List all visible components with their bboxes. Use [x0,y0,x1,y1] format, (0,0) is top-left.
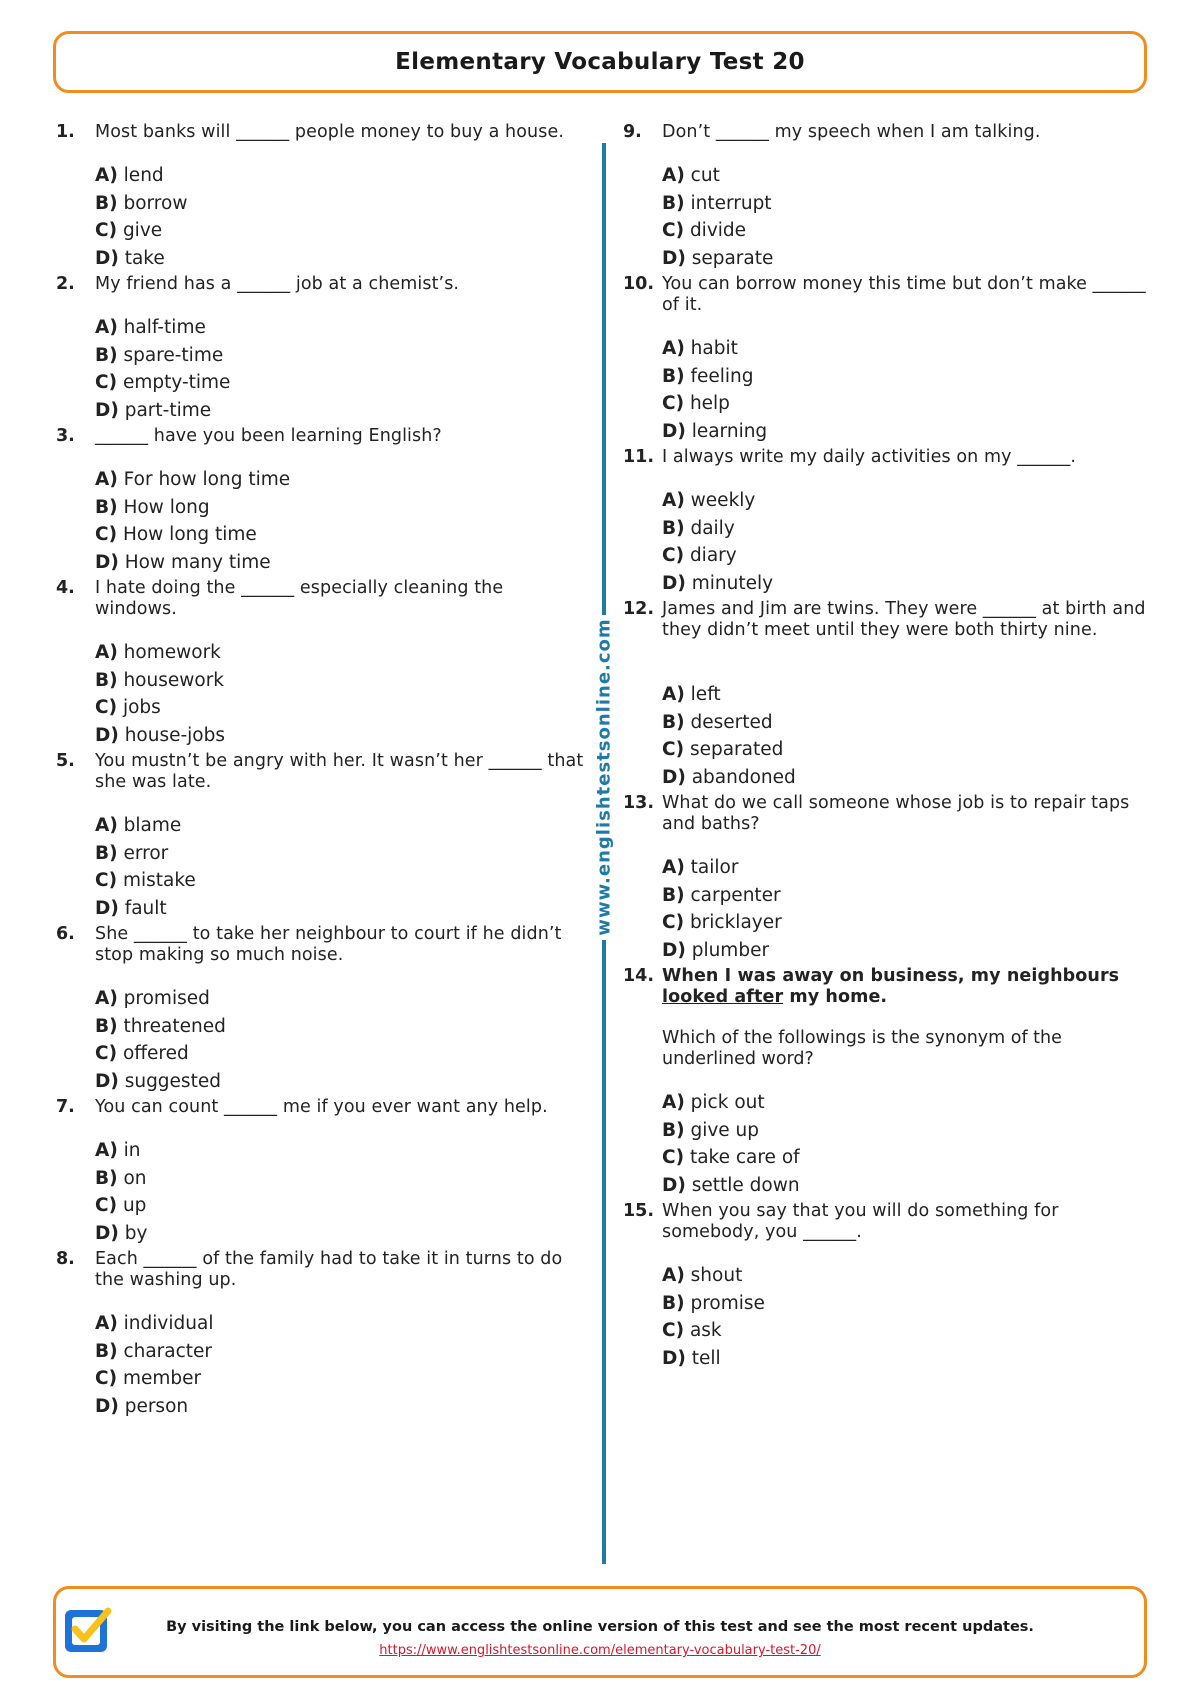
option-text: divide [689,220,747,241]
options-list [662,681,1153,791]
options-list [662,487,1153,597]
option-letter: A) [662,1265,685,1286]
question-stem: You mustn’t be angry with her. It wasn’t her ______ that she was late. [95,751,584,792]
question-9 [623,122,1153,272]
stem-part: my home. [783,987,888,1007]
option-text: half-time [123,317,206,338]
question-stem: I always write my daily activities on my ______. [662,447,1077,467]
option-a[interactable] [95,812,586,840]
option-a[interactable] [95,1310,586,1338]
option-letter: B) [662,1119,685,1141]
question-1 [56,122,586,272]
options-list [662,1262,1153,1372]
option-c[interactable] [95,521,586,549]
option-d[interactable] [95,895,586,923]
option-letter: C) [662,393,685,414]
question-number: 10. [623,274,655,294]
option-letter: D) [662,247,686,269]
question-4 [56,578,586,749]
option-letter: A) [95,642,118,663]
option-b[interactable] [662,190,1153,218]
question-number: 9. [623,122,642,142]
question-stem: Don’t ______ my speech when I am talking. [662,122,1041,142]
options-list [95,639,586,749]
option-text: feeling [690,365,754,387]
option-b[interactable] [95,190,586,218]
question-stem: Each ______ of the family had to take it in turns to do the washing up. [95,1249,563,1290]
question-number: 12. [623,599,655,619]
site-watermark: www.englishtestsonline.com [593,618,615,936]
column-divider-bottom [602,940,606,1564]
option-a[interactable] [95,1137,586,1165]
option-letter: C) [95,1195,118,1216]
question-stem: What do we call someone whose job is to repair taps and baths? [662,793,1130,834]
page-title: Elementary Vocabulary Test 20 [395,49,805,75]
option-c[interactable] [95,369,586,397]
question-stem: My friend has a ______ job at a chemist’s. [95,274,460,294]
option-d[interactable] [95,397,586,425]
option-text: habit [690,338,738,359]
question-subprompt: Which of the followings is the synonym of the underlined word? [662,1028,1062,1069]
question-8 [56,1249,586,1420]
option-letter: D) [662,420,686,442]
option-letter: B) [95,1015,118,1037]
option-letter: A) [95,1313,118,1334]
option-c[interactable] [662,542,1153,570]
option-text: How long time [122,524,257,545]
option-b[interactable] [95,1013,586,1041]
option-letter: D) [662,1347,686,1369]
left-column [56,122,586,1420]
option-text: spare-time [123,344,224,366]
option-text: in [123,1140,141,1161]
option-text: jobs [122,697,161,718]
option-text: separate [691,247,774,269]
option-text: character [123,1340,213,1362]
option-a[interactable] [95,985,586,1013]
option-text: abandoned [691,766,796,788]
option-a[interactable] [662,335,1153,363]
question-11 [623,447,1153,597]
option-text: plumber [691,939,770,961]
option-letter: A) [662,338,685,359]
option-d[interactable] [95,245,586,273]
option-letter: A) [95,1140,118,1161]
option-letter: D) [95,1070,119,1092]
option-text: homework [123,642,221,663]
option-letter: B) [662,884,685,906]
question-stem: When you say that you will do something for somebody, you ______. [662,1201,1059,1242]
option-letter: D) [95,724,119,746]
option-b[interactable] [95,494,586,522]
question-stem: I hate doing the ______ especially cleaning the windows. [95,578,504,619]
option-text: give up [690,1119,760,1141]
online-test-link[interactable]: https://www.englishtestsonline.com/elementary-vocabulary-test-20/ [379,1643,821,1658]
option-b[interactable] [95,342,586,370]
question-7 [56,1097,586,1247]
option-d[interactable] [95,1393,586,1421]
question-stem: She ______ to take her neighbour to court if he didn’t stop making so much noise. [95,924,562,965]
option-d[interactable] [662,1345,1153,1373]
option-text: tailor [690,857,739,878]
option-letter: C) [95,220,118,241]
question-6 [56,924,586,1095]
options-list [95,466,586,576]
option-letter: B) [662,365,685,387]
option-text: error [123,842,169,864]
question-number: 15. [623,1201,655,1221]
question-5 [56,751,586,922]
option-letter: D) [95,399,119,421]
option-c[interactable] [95,694,586,722]
option-b[interactable] [662,1290,1153,1318]
option-letter: C) [662,1320,685,1341]
option-text: part-time [124,399,212,421]
option-letter: D) [95,1222,119,1244]
option-text: help [689,393,730,414]
option-letter: C) [662,912,685,933]
option-a[interactable] [662,162,1153,190]
option-letter: A) [95,815,118,836]
option-text: daily [690,517,735,539]
question-15 [623,1201,1153,1372]
option-a[interactable] [95,466,586,494]
option-text: housework [123,669,225,691]
option-text: suggested [124,1070,221,1092]
option-b[interactable] [95,1165,586,1193]
option-d[interactable] [662,570,1153,598]
options-list [95,1137,586,1247]
question-number: 3. [56,426,75,446]
option-c[interactable] [662,1144,1153,1172]
options-list [662,854,1153,964]
option-text: individual [123,1313,214,1334]
option-text: mistake [122,870,196,891]
option-text: bricklayer [689,912,782,933]
option-a[interactable] [95,639,586,667]
option-letter: B) [95,192,118,214]
option-letter: B) [95,669,118,691]
option-a[interactable] [662,1089,1153,1117]
option-text: take [124,247,165,269]
question-3 [56,426,586,576]
option-letter: B) [662,517,685,539]
option-letter: A) [95,988,118,1009]
question-stem: Most banks will ______ people money to buy a house. [95,122,564,142]
option-c[interactable] [662,909,1153,937]
option-a[interactable] [662,681,1153,709]
option-text: How many time [124,551,271,573]
option-letter: D) [662,766,686,788]
option-letter: B) [95,1167,118,1189]
option-text: left [690,684,721,705]
option-text: learning [691,420,768,442]
option-letter: D) [95,1395,119,1417]
question-stem [662,966,1153,1008]
option-text: threatened [123,1015,226,1037]
option-text: lend [123,165,164,186]
option-letter: C) [95,524,118,545]
option-letter: A) [662,165,685,186]
question-stem: You can borrow money this time but don’t make ______ of it. [662,274,1146,315]
option-a[interactable] [95,162,586,190]
option-text: settle down [691,1174,800,1196]
option-text: For how long time [123,469,291,490]
option-letter: B) [95,344,118,366]
question-number: 5. [56,751,75,771]
option-text: up [122,1195,147,1216]
option-letter: D) [95,247,119,269]
option-d[interactable] [95,722,586,750]
option-text: shout [690,1265,743,1286]
option-text: promise [690,1292,765,1314]
option-letter: A) [95,317,118,338]
option-letter: D) [95,897,119,919]
option-text: take care of [689,1147,800,1168]
question-number: 1. [56,122,75,142]
option-a[interactable] [662,854,1153,882]
option-text: on [123,1167,147,1189]
option-letter: C) [662,1147,685,1168]
option-b[interactable] [95,840,586,868]
question-number: 8. [56,1249,75,1269]
options-list [95,314,586,424]
option-text: tell [691,1347,721,1369]
options-list [662,335,1153,445]
option-letter: A) [662,684,685,705]
option-text: by [124,1222,148,1244]
option-letter: D) [662,572,686,594]
option-letter: A) [662,1092,685,1113]
option-c[interactable] [662,217,1153,245]
option-letter: C) [662,545,685,566]
option-b[interactable] [662,1117,1153,1145]
question-13 [623,793,1153,964]
option-text: pick out [690,1092,765,1113]
question-number: 11. [623,447,655,467]
option-a[interactable] [95,314,586,342]
option-letter: B) [95,1340,118,1362]
option-letter: C) [95,1043,118,1064]
option-text: carpenter [690,884,781,906]
option-letter: A) [662,857,685,878]
options-list [95,162,586,272]
option-d[interactable] [662,245,1153,273]
option-letter: A) [95,165,118,186]
option-letter: B) [662,711,685,733]
option-letter: D) [662,1174,686,1196]
option-letter: D) [95,551,119,573]
options-list [95,1310,586,1420]
option-letter: C) [662,220,685,241]
option-a[interactable] [662,1262,1153,1290]
question-number: 7. [56,1097,75,1117]
option-text: interrupt [690,192,772,214]
option-text: promised [123,988,210,1009]
option-letter: C) [95,372,118,393]
option-letter: C) [95,697,118,718]
option-b[interactable] [95,1338,586,1366]
footer-message: By visiting the link below, you can access the online version of this test and see the most recent updates. [166,1619,1034,1635]
option-letter: A) [95,469,118,490]
title-box [53,31,1147,93]
option-letter: B) [95,842,118,864]
option-letter: B) [662,192,685,214]
question-14 [623,966,1153,1199]
option-c[interactable] [662,1317,1153,1345]
underlined-phrase: looked after [662,987,784,1007]
question-number: 14. [623,966,655,986]
question-number: 2. [56,274,75,294]
option-text: fault [124,897,167,919]
option-c[interactable] [95,867,586,895]
option-c[interactable] [95,1365,586,1393]
option-c[interactable] [662,736,1153,764]
option-b[interactable] [662,882,1153,910]
question-2 [56,274,586,424]
option-d[interactable] [95,1068,586,1096]
option-text: ask [689,1320,722,1341]
option-text: borrow [123,192,188,214]
option-c[interactable] [95,217,586,245]
option-b[interactable] [662,363,1153,391]
option-text: separated [689,739,784,760]
option-text: give [122,220,163,241]
stem-part: When I was away on business, my neighbours [662,966,1120,986]
options-list [662,162,1153,272]
question-stem: ______ have you been learning English? [95,426,442,446]
question-10 [623,274,1153,445]
column-divider-top [602,143,606,615]
option-d[interactable] [662,418,1153,446]
right-column [623,122,1153,1372]
footer-text [56,1619,1144,1658]
option-c[interactable] [95,1192,586,1220]
option-d[interactable] [662,937,1153,965]
option-text: minutely [691,572,774,594]
option-d[interactable] [95,549,586,577]
option-b[interactable] [662,515,1153,543]
option-text: offered [122,1043,189,1064]
option-letter: D) [662,939,686,961]
option-text: weekly [690,490,756,511]
question-stem: You can count ______ me if you ever want any help. [95,1097,548,1117]
option-d[interactable] [662,764,1153,792]
option-text: How long [123,496,210,518]
option-letter: B) [95,496,118,518]
option-text: house-jobs [124,724,226,746]
option-d[interactable] [662,1172,1153,1200]
option-c[interactable] [95,1040,586,1068]
option-text: blame [123,815,182,836]
options-list [95,812,586,922]
question-number: 6. [56,924,75,944]
option-b[interactable] [95,667,586,695]
question-number: 13. [623,793,655,813]
option-d[interactable] [95,1220,586,1248]
option-text: empty-time [122,372,231,393]
question-12 [623,599,1153,791]
option-a[interactable] [662,487,1153,515]
question-number: 4. [56,578,75,598]
option-letter: B) [662,1292,685,1314]
option-letter: C) [95,1368,118,1389]
option-text: diary [689,545,737,566]
options-list [95,985,586,1095]
option-text: person [124,1395,189,1417]
option-letter: C) [662,739,685,760]
option-text: cut [690,165,720,186]
option-c[interactable] [662,390,1153,418]
question-stem: James and Jim are twins. They were ______ at birth and they didn’t meet until they were both thirty nine. [662,599,1146,640]
option-text: member [122,1368,202,1389]
option-b[interactable] [662,709,1153,737]
option-text: deserted [690,711,773,733]
option-letter: C) [95,870,118,891]
footer-box [53,1586,1147,1678]
options-list [662,1089,1153,1199]
option-letter: A) [662,490,685,511]
